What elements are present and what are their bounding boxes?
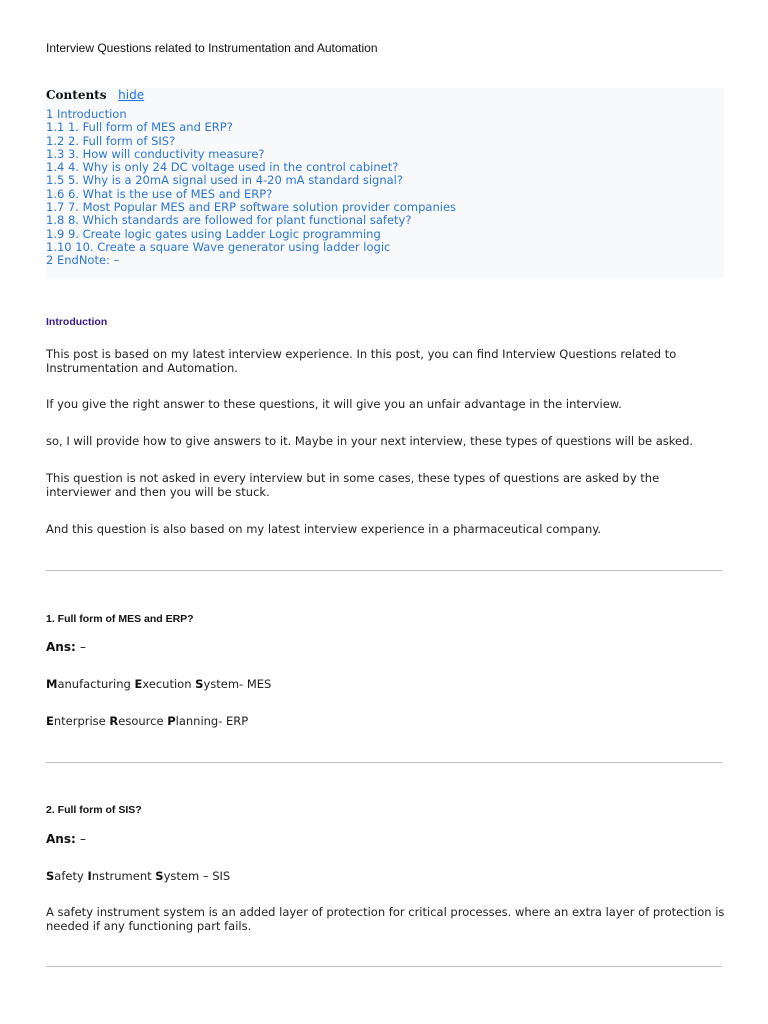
answer-label: Ans:	[46, 640, 76, 654]
intro-paragraph-5: And this question is also based on my latest interview experience in a pharmaceutical company.	[46, 522, 602, 536]
answer-dash: –	[79, 832, 86, 846]
page-title: Interview Questions related to Instrumentation and Automation	[46, 41, 378, 55]
word-rest: ystem – SIS	[163, 869, 231, 883]
word-rest: afety	[54, 869, 88, 883]
word-rest: esource	[118, 714, 168, 728]
toc-list	[46, 108, 456, 268]
initial-letter: E	[46, 714, 54, 728]
toc-link-q5[interactable]: 1.5 5. Why is a 20mA signal used in 4-20 mA standard signal?	[46, 173, 403, 188]
intro-paragraph-1: This post is based on my latest interview experience. In this post, you can find Interview Questions related to Instrumentation and Automation.	[46, 347, 677, 375]
question-1-heading: 1. Full form of MES and ERP?	[46, 613, 194, 625]
initial-letter: I	[87, 869, 92, 883]
toc-link-q3[interactable]: 1.3 3. How will conductivity measure?	[46, 146, 265, 161]
toc-link-q8[interactable]: 1.8 8. Which standards are followed for plant functional safety?	[46, 213, 412, 228]
question-1-answer-label	[46, 640, 86, 654]
initial-letter: R	[109, 714, 119, 728]
section-divider	[46, 966, 722, 967]
answer-dash: –	[79, 640, 86, 654]
toc-link-q4[interactable]: 1.4 4. Why is only 24 DC voltage used in the control cabinet?	[46, 160, 399, 175]
mes-full-form	[46, 677, 271, 691]
word-rest: xecution	[142, 677, 196, 691]
toc-link-q9[interactable]: 1.9 9. Create logic gates using Ladder Logic programming	[46, 226, 381, 241]
word-rest: lanning- ERP	[175, 714, 249, 728]
answer-label: Ans:	[46, 832, 76, 846]
toc-link-q7[interactable]: 1.7 7. Most Popular MES and ERP software solution provider companies	[46, 200, 457, 215]
initial-letter: E	[134, 677, 143, 691]
toc-item	[46, 148, 456, 161]
word-rest: anufacturing	[57, 677, 135, 691]
intro-paragraph-2: If you give the right answer to these questions, it will give you an unfair advantage in the interview.	[46, 397, 622, 411]
toc-hide-link[interactable]: hide	[118, 88, 145, 102]
toc-title: Contents	[46, 88, 107, 102]
initial-letter: M	[46, 677, 58, 691]
toc-link-q6[interactable]: 1.6 6. What is the use of MES and ERP?	[46, 186, 273, 201]
toc-header	[46, 88, 144, 104]
toc-item	[46, 254, 456, 267]
toc-item	[46, 214, 456, 227]
toc-item	[46, 108, 456, 121]
toc-item	[46, 161, 456, 174]
erp-full-form	[46, 714, 248, 728]
toc-item	[46, 135, 456, 148]
sis-description: A safety instrument system is an added layer of protection for critical processes. where an extra layer of protection is needed if any functioning part fails.	[46, 905, 725, 933]
question-2-answer-label	[46, 832, 86, 846]
sis-full-form	[46, 869, 230, 883]
intro-paragraph-4: This question is not asked in every interview but in some cases, these types of questions are asked by the interviewer and then you will be stuck.	[46, 471, 660, 499]
intro-paragraph-3: so, I will provide how to give answers to it. Maybe in your next interview, these types of questions will be asked.	[46, 434, 694, 448]
section-divider	[46, 762, 722, 763]
toc-item	[46, 121, 456, 134]
question-2-heading: 2. Full form of SIS?	[46, 804, 142, 816]
toc-item	[46, 228, 456, 241]
initial-letter: S	[195, 677, 204, 691]
word-rest: ystem- MES	[203, 677, 272, 691]
toc-item	[46, 241, 456, 254]
introduction-heading: Introduction	[46, 316, 108, 328]
initial-letter: P	[167, 714, 176, 728]
word-rest: nstrument	[91, 869, 156, 883]
toc-item	[46, 201, 456, 214]
section-divider	[46, 570, 722, 571]
toc-item	[46, 188, 456, 201]
toc-link-introduction[interactable]: 1 Introduction	[46, 107, 127, 121]
toc-link-q1[interactable]: 1.1 1. Full form of MES and ERP?	[46, 120, 233, 135]
toc-link-q10[interactable]: 1.10 10. Create a square Wave generator using ladder logic	[46, 239, 391, 254]
initial-letter: S	[46, 869, 55, 883]
table-of-contents	[46, 88, 724, 278]
toc-item	[46, 174, 456, 187]
initial-letter: S	[155, 869, 164, 883]
toc-link-endnote[interactable]: 2 EndNote: –	[46, 253, 120, 268]
toc-link-q2[interactable]: 1.2 2. Full form of SIS?	[46, 133, 176, 148]
word-rest: nterprise	[53, 714, 110, 728]
